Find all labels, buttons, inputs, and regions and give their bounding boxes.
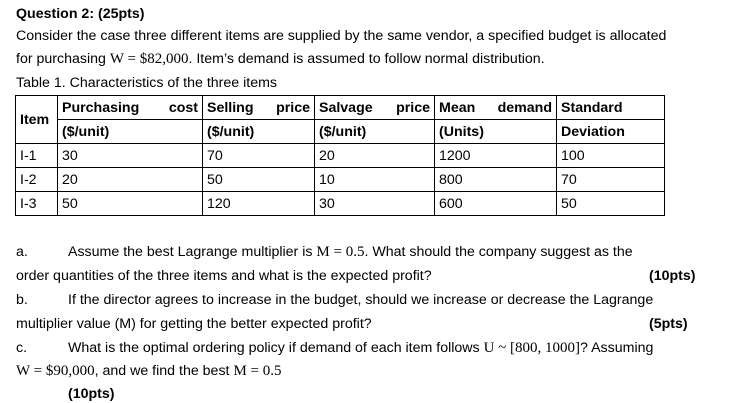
header-std: Standard (557, 96, 665, 120)
part-c-text-mid: , and we find the best (94, 363, 234, 379)
cell-selling: 70 (203, 144, 315, 168)
header-salvage-unit: ($/unit) (315, 120, 435, 144)
header-salvage (315, 96, 435, 120)
cell-purchasing: 30 (58, 144, 203, 168)
header-purchasing-b: cost (168, 99, 198, 116)
cell-purchasing: 20 (58, 168, 203, 192)
cell-item: I-3 (16, 192, 58, 216)
part-a-line-2: order quantities of the three items and what is the expected profit? (16, 268, 432, 284)
part-b-label: b. (16, 292, 28, 308)
cell-salvage: 20 (315, 144, 435, 168)
part-a-text-pre: Assume the best Lagrange multiplier is (68, 244, 317, 260)
cell-std: 70 (557, 168, 665, 192)
cell-purchasing: 50 (58, 192, 203, 216)
part-a-label: a. (16, 244, 28, 260)
table-row (16, 168, 665, 192)
table-caption: Table 1. Characteristics of the three items (16, 75, 278, 91)
header-purchasing (58, 96, 203, 120)
cell-selling: 50 (203, 168, 315, 192)
table-header-row-1 (16, 96, 665, 120)
header-selling-b: price (276, 99, 310, 116)
cell-salvage: 30 (315, 192, 435, 216)
header-mean (435, 96, 557, 120)
header-mean-a: Mean (439, 99, 476, 116)
intro-text-post: . Item’s demand is assumed to follow normal distribution. (188, 51, 545, 67)
header-purchasing-a: Purchasing (62, 99, 140, 116)
header-salvage-b: price (396, 99, 430, 116)
table-row (16, 192, 665, 216)
part-b-line-2: multiplier value (M) for getting the better expected profit? (16, 316, 372, 332)
part-c-line-2 (16, 362, 281, 380)
header-mean-b: demand (497, 99, 552, 116)
question-heading: Question 2: (25pts) (16, 6, 145, 22)
intro-text-pre: for purchasing (16, 51, 110, 67)
uniform-distribution-formula: U ~ [800, 1000] (483, 340, 581, 356)
multiplier-formula-c: M = 0.5 (233, 363, 282, 379)
part-a-text-post: . What should the company suggest as the (364, 244, 633, 260)
multiplier-formula: M = 0.5 (316, 244, 365, 260)
part-c-text-post: ? Assuming (580, 340, 654, 356)
cell-item: I-2 (16, 168, 58, 192)
intro-line-2 (16, 50, 545, 68)
header-std-b: Deviation (557, 120, 665, 144)
part-b-line-1 (16, 291, 653, 309)
cell-mean: 800 (435, 168, 557, 192)
header-selling-a: Selling (207, 99, 254, 116)
item-characteristics-table (15, 95, 665, 216)
header-purchasing-unit: ($/unit) (58, 120, 203, 144)
table-row (16, 144, 665, 168)
header-selling (203, 96, 315, 120)
part-c-text-pre: What is the optimal ordering policy if demand of each item follows (68, 340, 484, 356)
header-salvage-a: Salvage (319, 99, 373, 116)
part-c-label: c. (16, 340, 28, 356)
budget-formula: W = $82,000 (109, 51, 189, 67)
part-a-points: (10pts) (649, 268, 696, 284)
part-b-points: (5pts) (649, 316, 688, 332)
header-selling-unit: ($/unit) (203, 120, 315, 144)
part-c-line-1 (16, 339, 653, 357)
cell-mean: 600 (435, 192, 557, 216)
part-c-points: (10pts) (68, 386, 115, 402)
header-item: Item (16, 96, 58, 144)
header-mean-unit: (Units) (435, 120, 557, 144)
budget-formula-c: W = $90,000 (16, 363, 95, 379)
cell-std: 100 (557, 144, 665, 168)
part-b-text: If the director agrees to increase in the budget, should we increase or decrease the Lagrange (68, 292, 654, 308)
intro-line-1: Consider the case three different items are supplied by the same vendor, a specified budget is allocated (16, 28, 667, 44)
cell-salvage: 10 (315, 168, 435, 192)
table-header-row-2 (16, 120, 665, 144)
cell-mean: 1200 (435, 144, 557, 168)
cell-item: I-1 (16, 144, 58, 168)
cell-selling: 120 (203, 192, 315, 216)
part-a-line-1 (16, 243, 633, 261)
cell-std: 50 (557, 192, 665, 216)
